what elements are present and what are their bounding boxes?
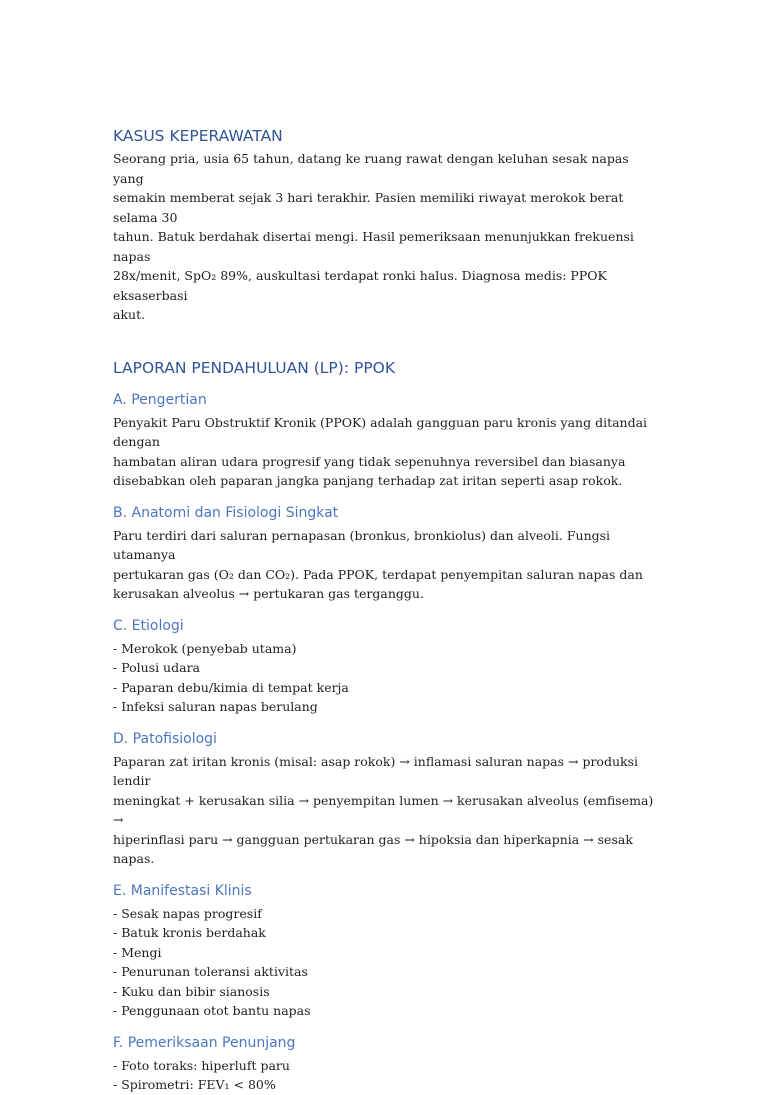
- kasus-line: 28x/menit, SpO₂ 89%, auskultasi terdapat ronki halus. Diagnosa medis: PPOK eksaserbasi: [113, 268, 607, 303]
- list-item: - Foto toraks: hiperluft paru: [113, 1057, 290, 1073]
- section-b-line: Paru terdiri dari saluran pernapasan (bronkus, bronkiolus) dan alveoli. Fungsi utamanya: [113, 527, 611, 562]
- list-item: - Sesak napas progresif: [113, 905, 262, 921]
- section-b-paragraph: [113, 526, 658, 604]
- section-c-title: C. Etiologi: [113, 617, 184, 634]
- document-page: [113, 126, 658, 1095]
- list-item: - Mengi: [113, 944, 162, 960]
- list-item: - Spirometri: FEV₁ < 80%: [113, 1077, 276, 1092]
- section-a-line: hambatan aliran udara progresif yang tidak sepenuhnya reversibel dan biasanya: [113, 453, 626, 469]
- kasus-line: semakin memberat sejak 3 hari terakhir. Pasien memiliki riwayat merokok berat selama 30: [113, 190, 624, 225]
- kasus-title: KASUS KEPERAWATAN: [113, 127, 283, 145]
- section-e-list: [113, 904, 658, 1021]
- section-f-list: [113, 1056, 658, 1095]
- section-b-line: pertukaran gas (O₂ dan CO₂). Pada PPOK, terdapat penyempitan saluran napas dan: [113, 566, 643, 582]
- list-item: - Merokok (penyebab utama): [113, 640, 297, 656]
- list-item: - Polusi udara: [113, 660, 200, 675]
- kasus-line: tahun. Batuk berdahak disertai mengi. Hasil pemeriksaan menunjukkan frekuensi napas: [113, 229, 634, 264]
- section-d-title: D. Patofisiologi: [113, 730, 217, 747]
- section-d-paragraph: [113, 752, 658, 869]
- list-item: - Infeksi saluran napas berulang: [113, 699, 318, 714]
- list-item: - Batuk kronis berdahak: [113, 925, 266, 940]
- section-f-title: F. Pemeriksaan Penunjang: [113, 1034, 296, 1051]
- section-a-paragraph: [113, 413, 658, 491]
- kasus-line: akut.: [113, 307, 146, 322]
- section-b-line: kerusakan alveolus → pertukaran gas terganggu.: [113, 586, 424, 601]
- section-d-line: hiperinflasi paru → gangguan pertukaran gas → hipoksia dan hiperkapnia → sesak napas.: [113, 831, 633, 866]
- section-c-list: [113, 639, 658, 717]
- lp-title: LAPORAN PENDAHULUAN (LP): PPOK: [113, 358, 396, 377]
- list-item: - Penggunaan otot bantu napas: [113, 1003, 311, 1018]
- section-e-title: E. Manifestasi Klinis: [113, 882, 252, 899]
- section-a-line: disebabkan oleh paparan jangka panjang terhadap zat iritan seperti asap rokok.: [113, 473, 623, 488]
- list-item: - Kuku dan bibir sianosis: [113, 983, 270, 999]
- kasus-line: Seorang pria, usia 65 tahun, datang ke ruang rawat dengan keluhan sesak napas yang: [113, 151, 629, 186]
- section-a-line: Penyakit Paru Obstruktif Kronik (PPOK) adalah gangguan paru kronis yang ditandai dengan: [113, 414, 648, 449]
- list-item: - Paparan debu/kimia di tempat kerja: [113, 679, 349, 695]
- section-d-line: Paparan zat iritan kronis (misal: asap rokok) → inflamasi saluran napas → produksi lendir: [113, 753, 638, 788]
- list-item: - Penurunan toleransi aktivitas: [113, 964, 308, 979]
- section-a-title: A. Pengertian: [113, 391, 207, 408]
- kasus-paragraph: [113, 149, 658, 325]
- section-b-title: B. Anatomi dan Fisiologi Singkat: [113, 504, 339, 521]
- section-d-line: meningkat + kerusakan silia → penyempitan lumen → kerusakan alveolus (emfisema) →: [113, 792, 654, 827]
